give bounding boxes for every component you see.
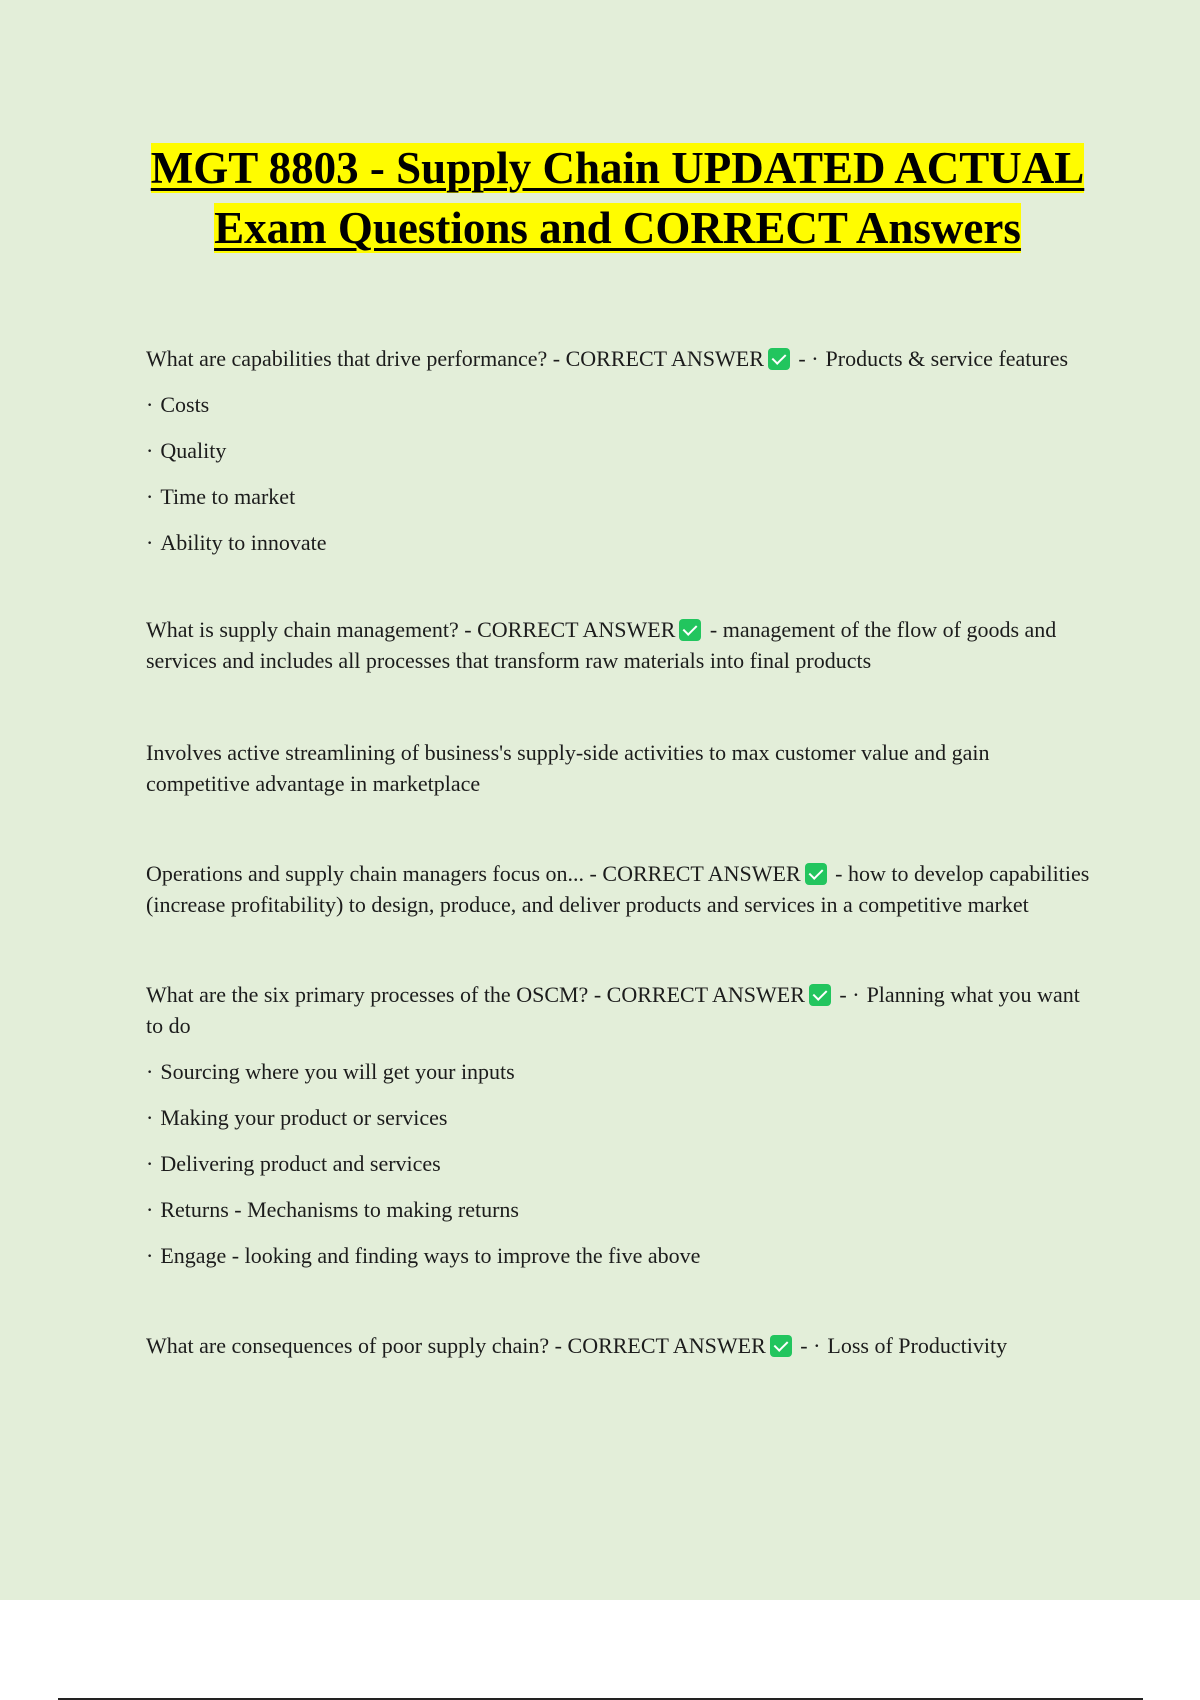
document-title [100, 138, 1135, 258]
check-icon [770, 1335, 792, 1357]
list-item: · Quality [146, 435, 1091, 466]
answer-marker: CORRECT ANSWER [477, 617, 676, 642]
qa-5-line [146, 1330, 1091, 1361]
qa-1-answer-lead: - [792, 346, 812, 371]
list-item: · Sourcing where you will get your inputs [146, 1056, 1091, 1087]
qa-4-bullet-list [146, 1056, 1091, 1271]
qa-1-answer-first: · Products & service features [811, 346, 1068, 371]
qa-item-2 [146, 614, 1091, 799]
qa-4-line [146, 979, 1091, 1041]
qa-2-line [146, 614, 1091, 676]
qa-4-question: What are the six primary processes of the OSCM? - [146, 982, 607, 1007]
answer-marker: CORRECT ANSWER [565, 346, 764, 371]
qa-4-answer-first: · Planning what you want to do [146, 982, 1080, 1038]
qa-3-answer: - how to develop capabilities (increase profitability) to design, produce, and deliver products and services in a competitive market [146, 861, 1090, 917]
answer-marker: CORRECT ANSWER [567, 1333, 766, 1358]
document-title-text: MGT 8803 - Supply Chain UPDATED ACTUAL Exam Questions and CORRECT Answers [150, 143, 1085, 253]
qa-1-line [146, 343, 1091, 374]
qa-5-question: What are consequences of poor supply chain? - [146, 1333, 568, 1358]
qa-item-4 [146, 979, 1091, 1271]
qa-1-bullet-list [146, 389, 1091, 558]
qa-2-question: What is supply chain management? - [146, 617, 478, 642]
qa-item-5 [146, 1330, 1091, 1361]
check-icon [805, 863, 827, 885]
qa-3-question: Operations and supply chain managers focus on... - [146, 861, 603, 886]
qa-4-answer-lead: - [833, 982, 853, 1007]
qa-item-1 [146, 343, 1091, 558]
list-item: · Making your product or services [146, 1102, 1091, 1133]
check-icon [679, 619, 701, 641]
list-item: · Costs [146, 389, 1091, 420]
answer-marker: CORRECT ANSWER [606, 982, 805, 1007]
list-item: · Delivering product and services [146, 1148, 1091, 1179]
list-item: · Returns - Mechanisms to making returns [146, 1194, 1091, 1225]
qa-5-answer-first: · Loss of Productivity [813, 1333, 1007, 1358]
check-icon [809, 984, 831, 1006]
list-item: · Time to market [146, 481, 1091, 512]
qa-2-note: Involves active streamlining of business's supply-side activities to max customer value and gain competitive advantage in marketplace [146, 740, 990, 796]
qa-2-answer: - management of the flow of goods and services and includes all processes that transform raw materials into final products [146, 617, 1057, 673]
qa-3-line [146, 858, 1091, 920]
title-block [100, 138, 1135, 258]
answer-marker: CORRECT ANSWER [602, 861, 801, 886]
list-item: · Ability to innovate [146, 527, 1091, 558]
qa-1-question: What are capabilities that drive performance? - [146, 346, 566, 371]
list-item: · Engage - looking and finding ways to improve the five above [146, 1240, 1091, 1271]
check-icon [768, 348, 790, 370]
qa-item-3 [146, 858, 1091, 920]
document-body [146, 343, 1091, 1361]
qa-5-answer-lead: - [794, 1333, 814, 1358]
